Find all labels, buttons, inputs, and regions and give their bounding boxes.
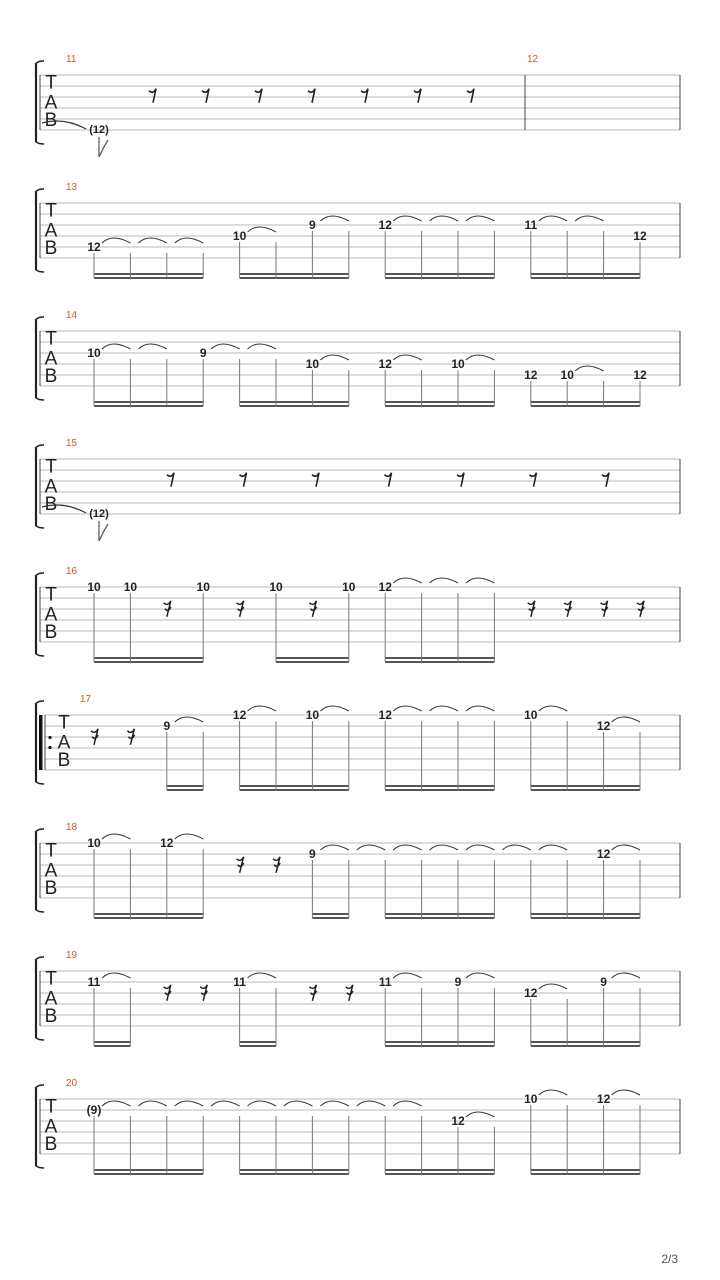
measure-number: 19 [66, 950, 78, 961]
fret-number: 12 [378, 580, 392, 594]
rest-icon [530, 473, 537, 487]
tie-arc [575, 366, 603, 371]
tab-system [36, 950, 680, 1046]
rest-icon [385, 473, 392, 487]
fret-number: 10 [560, 368, 574, 382]
rest-icon [414, 89, 421, 103]
measure-number: 11 [66, 54, 77, 65]
fret-number: 10 [305, 708, 320, 722]
tab-clef-a: A [44, 92, 58, 114]
tab-clef-t: T [45, 456, 57, 478]
tie-arc [612, 845, 640, 850]
fret-number: 12 [378, 218, 392, 232]
tab-clef-b: B [57, 750, 71, 771]
tab-clef-a: A [44, 604, 58, 626]
tab-clef-b: B [44, 238, 58, 259]
tie-arc [466, 355, 494, 360]
tab-system [36, 438, 680, 541]
repeat-dot [48, 746, 51, 749]
bracket-bottom-hook [36, 142, 44, 144]
tie-arc [138, 238, 166, 243]
fret-number: 10 [451, 357, 465, 371]
fret-number: 9 [454, 975, 462, 989]
tie-arc [320, 706, 348, 711]
rest-icon [308, 89, 315, 103]
tie-arc [612, 973, 640, 978]
tie-arc [138, 1101, 166, 1106]
fret-number: 12 [87, 240, 101, 254]
tab-clef-t: T [45, 584, 57, 606]
tab-clef-a: A [44, 988, 58, 1010]
tie-arc [175, 834, 203, 839]
fret-number: 12 [451, 1114, 465, 1128]
tie-arc [430, 845, 458, 850]
tab-clef-t: T [45, 968, 57, 990]
tie-arc [393, 845, 421, 850]
tie-arc [466, 578, 494, 583]
tie-arc [357, 1101, 385, 1106]
fret-number: 12 [378, 357, 392, 371]
bracket-bottom-hook [36, 1166, 44, 1168]
fret-number: 10 [524, 708, 538, 722]
rest-icon [202, 89, 209, 103]
page-number: 2/3 [661, 1252, 678, 1266]
fret-number: 12 [633, 368, 647, 382]
tab-clef-b: B [44, 366, 58, 387]
bracket-bottom-hook [36, 782, 44, 784]
tab-clef-t: T [45, 1096, 57, 1118]
rest-icon [602, 473, 609, 487]
tie-arc [211, 344, 239, 349]
measure-number: 20 [66, 1078, 78, 1089]
tab-clef-t: T [45, 840, 57, 862]
tie-arc [320, 216, 348, 221]
bracket-bottom-hook [36, 526, 44, 528]
tie-arc [539, 706, 567, 711]
fret-number: (12) [89, 124, 109, 136]
tab-clef-b: B [44, 622, 58, 643]
tie-arc [393, 216, 421, 221]
tie-arc [466, 845, 494, 850]
tie-arc [393, 973, 421, 978]
tie-arc [102, 344, 130, 349]
tie-arc [248, 344, 276, 349]
fret-number: 12 [160, 836, 174, 850]
bracket-bottom-hook [36, 654, 44, 656]
fret-number: 10 [269, 580, 283, 594]
rest-icon [255, 89, 262, 103]
measure-number: 14 [66, 310, 78, 321]
tie-arc [357, 845, 385, 850]
tie-arc [102, 1101, 130, 1106]
fret-number: 11 [378, 975, 392, 989]
tab-clef-t: T [58, 712, 70, 734]
tie-arc [502, 845, 530, 850]
bracket-top-hook [36, 701, 44, 703]
rest-icon [240, 473, 247, 487]
bracket-bottom-hook [36, 1038, 44, 1040]
tie-arc [248, 973, 276, 978]
tab-clef-a: A [44, 860, 58, 882]
fret-number: 10 [87, 346, 101, 360]
measure-number: 18 [66, 822, 78, 833]
tab-clef-b: B [44, 494, 58, 515]
tab-clef-t: T [45, 328, 57, 350]
tab-clef-b: B [44, 1134, 58, 1155]
fret-number: 11 [233, 975, 246, 989]
tie-arc [539, 845, 567, 850]
tie-arc [612, 717, 640, 722]
tab-system [36, 822, 680, 918]
tab-system [36, 182, 680, 278]
tie-arc [393, 1101, 421, 1106]
fret-number: 9 [163, 719, 171, 733]
fret-number: 9 [600, 975, 607, 989]
tie-arc [539, 984, 567, 989]
fret-number: 12 [524, 986, 538, 1000]
fret-number: 12 [596, 1092, 611, 1106]
fret-number: 12 [596, 847, 611, 861]
fret-number: 12 [633, 229, 647, 243]
tie-arc [211, 1101, 239, 1106]
tab-system [36, 694, 680, 790]
tie-arc [284, 1101, 312, 1106]
fret-number: 10 [524, 1092, 538, 1106]
bracket-bottom-hook [36, 910, 44, 912]
bracket-top-hook [36, 829, 44, 831]
tie-arc [138, 344, 166, 349]
tab-system [36, 310, 680, 406]
bracket-top-hook [36, 61, 44, 63]
tab-clef-b: B [44, 878, 58, 899]
fret-number: 12 [596, 719, 611, 733]
bracket-top-hook [36, 445, 44, 447]
tie-arc [393, 706, 421, 711]
tie-arc [393, 355, 421, 360]
fret-number: 10 [232, 229, 247, 243]
rest-icon [312, 473, 319, 487]
fret-number: 12 [524, 368, 538, 382]
tie-arc [466, 1112, 494, 1117]
tab-clef-a: A [44, 348, 58, 370]
tab-system [36, 54, 680, 157]
fret-number: (12) [89, 508, 109, 520]
measure-number: 12 [527, 54, 539, 65]
bracket-top-hook [36, 317, 44, 319]
tie-arc [248, 1101, 276, 1106]
tab-clef-t: T [45, 200, 57, 222]
tie-arc [320, 1101, 348, 1106]
stem-flag [99, 521, 108, 541]
rest-icon [167, 473, 174, 487]
fret-number: 9 [309, 847, 316, 861]
tie-arc [612, 1090, 640, 1095]
tie-arc [430, 216, 458, 221]
tie-arc [539, 216, 567, 221]
tie-arc [175, 717, 203, 722]
bracket-top-hook [36, 573, 44, 575]
tie-arc [102, 834, 130, 839]
tie-arc [175, 238, 203, 243]
tie-arc [466, 973, 494, 978]
tab-clef-b: B [44, 1006, 58, 1027]
tab-clef-b: B [44, 110, 58, 131]
bracket-bottom-hook [36, 270, 44, 272]
fret-number: 9 [199, 346, 207, 360]
tab-system [36, 1078, 680, 1174]
tab-clef-t: T [45, 72, 57, 94]
fret-number: 10 [342, 580, 356, 594]
tie-arc [175, 1101, 203, 1106]
fret-number: 11 [524, 218, 538, 232]
fret-number: 10 [87, 836, 101, 850]
tie-arc [466, 216, 494, 221]
tie-arc [575, 216, 603, 221]
tie-arc [320, 355, 348, 360]
fret-number: 10 [123, 580, 138, 594]
stem-flag [99, 137, 108, 157]
measure-number: 17 [80, 694, 92, 705]
tab-clef-a: A [44, 220, 58, 242]
fret-number: 9 [309, 218, 316, 232]
rest-icon [149, 89, 156, 103]
bracket-bottom-hook [36, 398, 44, 400]
tie-arc [393, 578, 421, 583]
fret-number: 10 [196, 580, 210, 594]
measure-number: 13 [66, 182, 78, 193]
tie-arc [248, 706, 276, 711]
rest-icon [467, 89, 474, 103]
measure-number: 16 [66, 566, 78, 577]
repeat-dot [48, 736, 51, 739]
fret-number: 12 [232, 708, 247, 722]
tie-arc [102, 238, 130, 243]
rest-icon [361, 89, 368, 103]
tie-arc [320, 845, 348, 850]
bracket-top-hook [36, 1085, 44, 1087]
repeat-thick-bar [39, 715, 43, 770]
tie-arc [102, 973, 130, 978]
fret-number: 10 [305, 357, 320, 371]
tab-clef-a: A [57, 732, 71, 754]
tie-arc [466, 706, 494, 711]
tie-arc [430, 706, 458, 711]
bracket-top-hook [36, 189, 44, 191]
bracket-top-hook [36, 957, 44, 959]
tie-arc [539, 1090, 567, 1095]
rest-icon [457, 473, 464, 487]
measure-number: 15 [66, 438, 78, 449]
tab-clef-a: A [44, 1116, 58, 1138]
fret-number: (9) [86, 1103, 102, 1117]
tie-arc [430, 578, 458, 583]
fret-number: 10 [87, 580, 101, 594]
tab-clef-a: A [44, 476, 58, 498]
tie-arc [248, 227, 276, 232]
fret-number: 11 [87, 975, 101, 989]
tab-system [36, 566, 680, 662]
fret-number: 12 [378, 708, 392, 722]
